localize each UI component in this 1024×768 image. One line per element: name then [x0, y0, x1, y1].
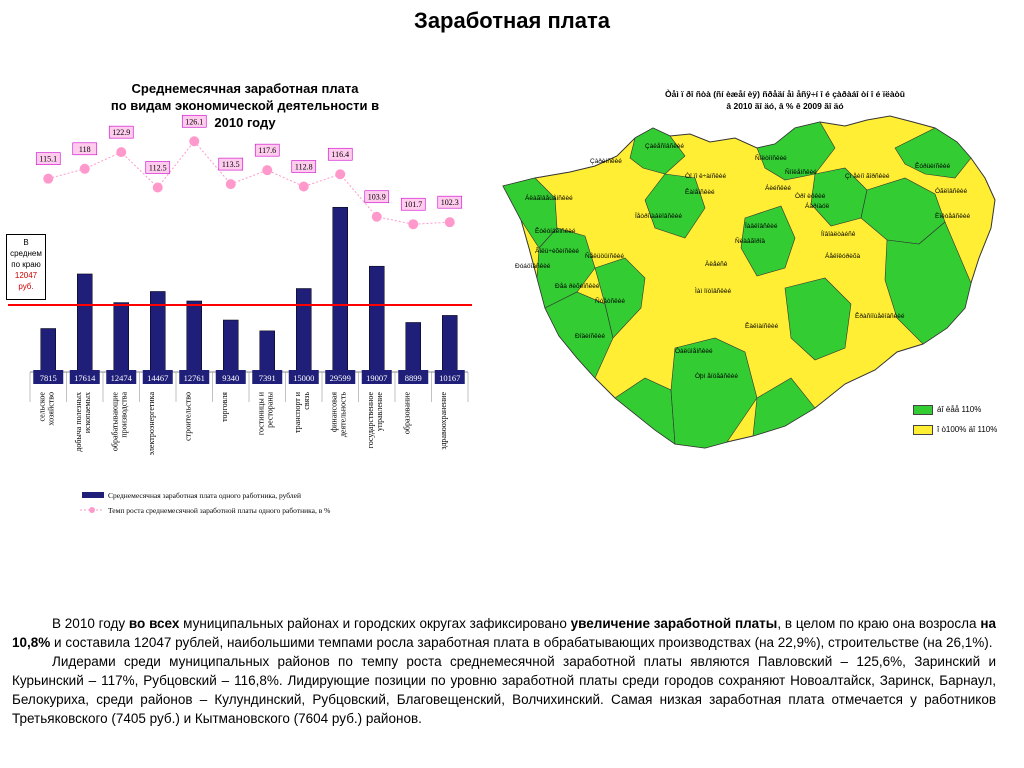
text-bold: на 10,8%: [12, 616, 997, 650]
category-label: сельское: [37, 392, 47, 422]
bar: [333, 207, 348, 372]
map-region-label: Âîëü÷èõèíñêèé: [535, 248, 580, 255]
average-label-box: [6, 234, 46, 300]
map-region-label: Áëàãîâåùåíñêèé: [525, 195, 573, 202]
rate-point: [226, 179, 236, 189]
map-region-label: Ïåòðîïàâëîâñêèé: [635, 213, 682, 220]
bar: [77, 274, 92, 372]
map-legend-item: [913, 425, 997, 435]
legend-swatch-dot: [89, 507, 95, 513]
rate-point: [299, 181, 309, 191]
map-region-label: Ðóáöîâñêèé: [515, 263, 551, 270]
category-label: финансовая: [329, 392, 339, 433]
map-title-line: â 2010 ãî äó, â % ê 2009 ãî äó: [726, 101, 844, 111]
rate-point: [153, 183, 163, 193]
map-region-label: Ñìîëåíñêèé: [785, 169, 817, 176]
category-label: здравоохранение: [438, 392, 448, 450]
map-region-label: Çàðèíñêèé: [590, 158, 622, 165]
category-label: добыча полезных: [73, 392, 83, 452]
map-region-label: Çàëåñîâñêèé: [645, 143, 685, 150]
category-label: транспорт и: [292, 392, 302, 433]
category-label: управление: [374, 392, 384, 432]
map-region-label: Áàðíàóë: [805, 203, 830, 210]
map-region-label: Àëåéñê: [705, 261, 728, 268]
text-run: В 2010 году: [52, 616, 129, 631]
rate-label: 122.9: [112, 128, 131, 138]
map-region-label: Ñëàâãîðîä: [735, 238, 765, 245]
rate-label: 101.7: [404, 200, 423, 210]
rate-point: [262, 165, 272, 175]
average-label-line: В: [23, 238, 29, 247]
chart-title-line: Среднемесячная заработная плата: [131, 81, 359, 96]
map-region-label: Òî ïî ë÷àíñêèé: [685, 173, 727, 180]
bar-value-label: 14467: [147, 373, 169, 383]
text-bold: увеличение заработной платы: [570, 616, 778, 631]
rate-label: 113.5: [221, 160, 240, 170]
map-title-line: Òåì ï ðî ñòà (ñí èæåí èÿ) ñðåäí åì åñÿ÷í î é çàðàáî òí î é ïëàòû: [665, 89, 905, 99]
average-label-unit: руб.: [18, 282, 34, 291]
bar-value-label: 7391: [258, 373, 276, 383]
rate-label: 112.8: [294, 162, 313, 172]
map-region-label: Áèéñêèé: [765, 185, 792, 192]
category-label: гостиницы и: [256, 392, 266, 436]
text-run: и составила 12047 рублей, наибольшими темпами росла заработная плата в обрабатывающих производствах (на 22,9%), строительстве (на 26,1%).: [50, 635, 993, 650]
bar: [442, 315, 457, 372]
map-region-label: Ëîêòåâñêèé: [935, 213, 971, 220]
map-region-label: Êóëóíäèíñêèé: [535, 228, 576, 235]
legend-label-line: Темп роста среднемесячной заработной платы одного работника, в %: [108, 506, 331, 515]
category-label: образование: [402, 392, 412, 435]
legend-label-bar: Среднемесячная заработная плата одного работника, рублей: [108, 491, 301, 500]
rate-line: [48, 141, 450, 224]
chart-title: [85, 80, 405, 131]
map-region-label: Ìàì îíòîâñêèé: [695, 288, 732, 295]
category-label: деятельность: [338, 392, 348, 438]
bar: [41, 328, 56, 372]
bar: [406, 322, 421, 372]
bar: [296, 289, 311, 373]
rate-point: [189, 136, 199, 146]
rate-label: 102.3: [440, 198, 459, 208]
map-region-label: Ñîëòîíñêèé: [755, 155, 787, 162]
rate-point: [408, 219, 418, 229]
bar-value-label: 17614: [74, 373, 96, 383]
map-region-label: Êàìåíñêèé: [685, 189, 715, 196]
bar-value-label: 10167: [439, 373, 461, 383]
rate-label: 118: [78, 144, 91, 154]
text-run: , в целом по краю она возросла: [777, 616, 981, 631]
summary-text: [12, 614, 996, 728]
bar: [187, 301, 202, 372]
text-run: муниципальных районах и городских округах зафиксировано: [179, 616, 571, 631]
category-label: рестораны: [265, 392, 275, 428]
summary-paragraph-2: Лидерами среди муниципальных районов по темпу роста среднемесячной заработной платы являются Павловский – 125,6%, Заринский и Курьинский – 117%, Рубцовский – 116,8%. Лидирующие позиции по уровню заработной платы среди городов сохраняют Новоалтайск, Заринск, Барнаул, Белокуриха, среди районов – Кулундинский, Рубцовский, Благовещенский, Волчихинский. Самая низкая заработная плата отмечается у работников Третьяковского (7405 руб.) и Кытмановского (7604 руб.) районов.: [12, 654, 996, 726]
legend-swatch-bar: [82, 492, 104, 498]
bar-value-label: 7815: [39, 373, 57, 383]
map-region-label: Òðî èöêèé: [795, 193, 826, 200]
summary-paragraph-1: [12, 614, 996, 652]
map-region-label: Íîâîàëòàéñê: [821, 231, 856, 238]
map-region-label: Áåëîêóðèõà: [825, 253, 861, 260]
rate-point: [372, 212, 382, 222]
rate-label: 115.1: [39, 154, 58, 164]
bar-value-label: 29599: [329, 373, 351, 383]
map-region-label: Ñåëüöûíñêèé: [585, 253, 625, 260]
page-title: Заработная плата: [414, 8, 610, 33]
legend-label: î ò100% äî 110%: [937, 425, 998, 435]
rate-label: 112.5: [148, 163, 167, 173]
map-region-label: Ðîäèíñêèé: [575, 333, 605, 340]
legend-swatch-green: [913, 405, 933, 415]
category-label: электроэнергетика: [146, 392, 156, 456]
rate-label: 103.9: [367, 192, 386, 202]
category-label: обрабатывающие: [110, 392, 120, 452]
rate-label: 126.1: [185, 117, 204, 127]
category-label: производства: [119, 392, 129, 438]
average-label-value: 12047: [14, 271, 38, 280]
map-region-label: Òàëüìåíñêèé: [675, 348, 713, 355]
bar: [369, 266, 384, 372]
category-label: строительство: [183, 392, 193, 441]
legend-swatch-yellow: [913, 425, 933, 435]
category-label: торговля: [219, 392, 229, 422]
map-region-label: Êóðüèíñêèé: [915, 163, 951, 170]
chart-title-line: 2010 году: [214, 115, 276, 130]
category-label: связь: [301, 392, 311, 410]
average-label-line: по краю: [11, 260, 41, 269]
map-region-label: Ðåá ðèõèíñêèé: [555, 283, 600, 290]
category-label: хозяйство: [46, 392, 56, 426]
rate-point: [80, 164, 90, 174]
map-region-label: Òþì åíöåâñêèé: [695, 373, 739, 380]
bar: [114, 303, 129, 372]
rate-label: 116.4: [331, 150, 350, 160]
map-region-label: Ñóåòñêèé: [595, 298, 625, 305]
rate-point: [43, 174, 53, 184]
rate-point: [116, 147, 126, 157]
bar: [260, 331, 275, 372]
bar: [150, 291, 165, 372]
bar-value-label: 8899: [404, 373, 422, 383]
text-bold: во всех: [128, 616, 180, 631]
map-region-label: Çì åèíî ãîðñêèé: [845, 173, 890, 180]
map-region-label: Ïàâëîâñêèé: [745, 223, 778, 230]
average-label-line: среднем: [10, 249, 42, 258]
rate-point: [445, 217, 455, 227]
rate-label: 117.6: [258, 146, 277, 156]
map-region-label: Êðàñíîùåêîâñêèé: [855, 313, 905, 320]
bar: [223, 320, 238, 372]
bar-value-label: 12474: [110, 373, 132, 383]
map-legend-item: [913, 405, 981, 415]
bar-value-label: 15000: [293, 373, 315, 383]
bar-value-label: 9340: [222, 373, 240, 383]
map-region-label: Êàëìàíñêèé: [745, 323, 779, 330]
chart-title-line: по видам экономической деятельности в: [110, 98, 380, 113]
category-label: государственное: [365, 392, 375, 449]
bar-value-label: 12761: [183, 373, 205, 383]
category-label: ископаемых: [82, 392, 92, 434]
bar-value-label: 19007: [366, 373, 388, 383]
rate-point: [335, 169, 345, 179]
map-region-label: Óãëîâñêèé: [935, 188, 968, 195]
legend-label: áî ëåå 110%: [937, 405, 982, 415]
